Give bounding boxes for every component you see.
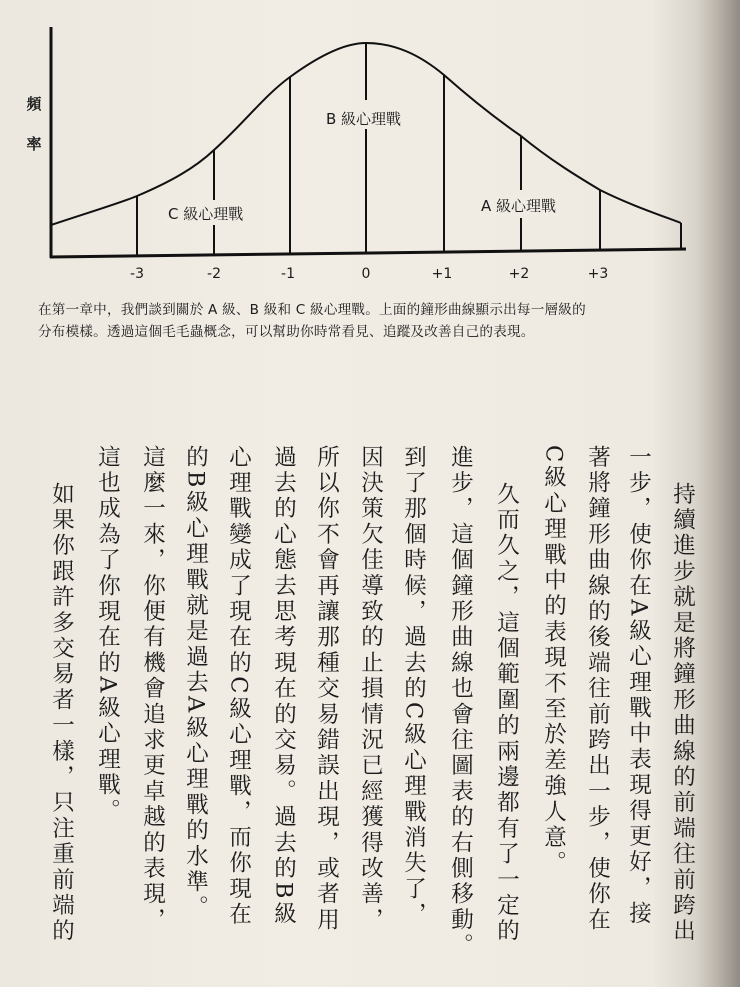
body-column: 所以你不會再讓那種交易錯誤出現，或者用: [313, 445, 340, 934]
body-column: 一步，使你在A級心理戰中表現得更好，接: [625, 445, 652, 928]
body-column: 這也成為了你現在的A級心理戰。: [94, 445, 121, 825]
body-column: 持續進步就是將鐘形曲線的前端往前跨出: [669, 482, 696, 945]
y-axis-label-char-1: 頻: [26, 95, 42, 113]
body-column: 進步，這個鐘形曲線也會往圖表的右側移動。: [447, 445, 474, 959]
b-zone-label: B 級心理戰: [326, 110, 402, 128]
a-zone-label: A 級心理戰: [481, 197, 557, 215]
body-column: 這麼一來，你便有機會追求更卓越的表現，: [139, 445, 166, 934]
x-tick: +1: [431, 266, 453, 282]
bell-curve-diagram: [0, 0, 740, 300]
body-column: 如果你跟許多交易者一樣，只注重前端的: [48, 482, 75, 945]
body-column: 過去的心態去思考現在的交易。過去的B級: [270, 445, 297, 928]
body-column: 因決策欠佳導致的止損情況已經獲得改善，: [357, 445, 384, 934]
x-tick: +3: [587, 266, 609, 282]
body-column: 久而久之，這個範圍的兩邊都有了一定的: [493, 482, 520, 945]
body-column: C級心理戰中的表現不至於差強人意。: [540, 445, 567, 877]
x-axis: [50, 249, 686, 257]
x-tick: +2: [508, 266, 530, 282]
caption-line-1: 在第一章中，我們談到關於 A 級、B 級和 C 級心理戰。上面的鐘形曲線顯示出每一層級的: [38, 302, 586, 318]
x-tick: -2: [207, 266, 221, 282]
y-axis-label-char-2: 率: [26, 135, 42, 153]
body-column: 的B級心理戰就是過去A級心理戰的水準。: [182, 445, 209, 922]
caption-line-2: 分布模樣。透過這個毛毛蟲概念，可以幫助你時常看見、追蹤及改善自己的表現。: [38, 324, 535, 340]
body-column: 著將鐘形曲線的後端往前跨出一步，使你在: [584, 445, 611, 934]
x-tick: 0: [361, 266, 371, 282]
x-tick: -1: [281, 266, 295, 282]
figure-caption: [38, 299, 678, 343]
x-tick: -3: [130, 266, 144, 282]
body-column: 心理戰變成了現在的C級心理戰，而你現在: [225, 445, 252, 929]
c-zone-label: C 級心理戰: [168, 205, 244, 223]
body-column: 到了那個時候，過去的C級心理戰消失了，: [400, 445, 427, 929]
